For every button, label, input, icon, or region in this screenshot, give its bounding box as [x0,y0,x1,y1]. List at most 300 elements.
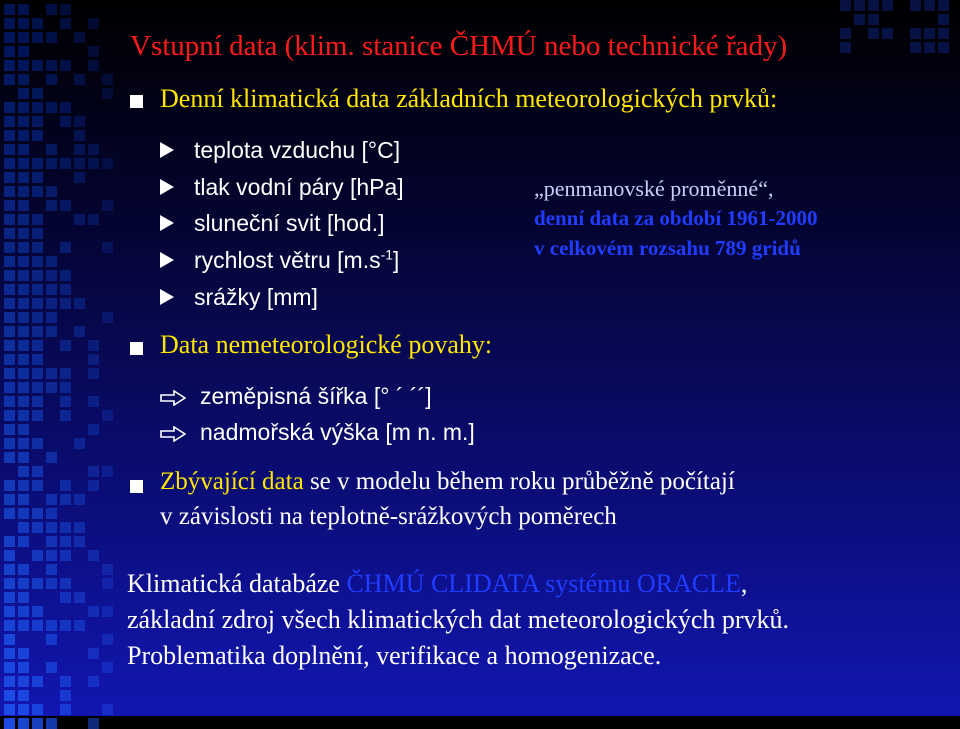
decorative-square [32,354,43,365]
item-tail: ] [392,247,400,273]
decorative-square [18,312,29,323]
decorative-square [60,494,71,505]
decorative-square [18,592,29,603]
decorative-square [32,480,43,491]
decorative-square [88,46,99,57]
decorative-square [4,578,15,589]
decorative-square [18,690,29,701]
decorative-square [102,662,113,673]
list-item [160,137,400,164]
decorative-square [18,718,29,729]
footer-suffix: , [740,569,748,598]
decorative-square [4,382,15,393]
decorative-square [18,270,29,281]
decorative-square [18,382,29,393]
decorative-square [910,42,921,53]
decorative-square [854,14,865,25]
decorative-square [32,270,43,281]
decorative-square [102,704,113,715]
decorative-square [840,42,851,53]
decorative-square [60,60,71,71]
decorative-square [74,494,85,505]
decorative-square [32,438,43,449]
decorative-square [4,172,15,183]
decorative-square [18,494,29,505]
decorative-square [4,158,15,169]
decorative-square [4,354,15,365]
decorative-square [60,200,71,211]
remaining-data-line2: v závislosti na teplotně-srážkových poměrech [160,503,617,530]
item-label: zeměpisná šířka [° ´ ´´] [200,383,432,409]
decorative-square [4,396,15,407]
decorative-square [60,396,71,407]
decorative-square [60,270,71,281]
decorative-square [74,74,85,85]
decorative-square [46,200,57,211]
decorative-square [4,256,15,267]
item-label: teplota vzduchu [ [194,137,368,163]
decorative-square [4,214,15,225]
decorative-square [18,522,29,533]
decorative-square [60,536,71,547]
decorative-square [4,74,15,85]
decorative-square [32,606,43,617]
decorative-square [74,298,85,309]
decorative-square [88,606,99,617]
decorative-square [46,4,57,15]
decorative-square [4,200,15,211]
decorative-square [32,368,43,379]
decorative-square [4,690,15,701]
decorative-square [18,340,29,351]
decorative-square [74,620,85,631]
decorative-square [32,704,43,715]
decorative-square [60,410,71,421]
decorative-square [18,4,29,15]
note-grid: v celkovém rozsahu 789 gridů [534,236,801,260]
decorative-square [74,536,85,547]
decorative-square [60,242,71,253]
decorative-square [88,480,99,491]
decorative-square [32,158,43,169]
decorative-square [88,648,99,659]
decorative-square [32,382,43,393]
decorative-square [60,690,71,701]
decorative-square [46,718,57,729]
decorative-square [18,102,29,113]
decorative-square [18,452,29,463]
decorative-square [88,214,99,225]
decorative-square [32,102,43,113]
decorative-square [18,60,29,71]
decorative-square [60,102,71,113]
decorative-square [4,32,15,43]
decorative-square [46,298,57,309]
list-item [160,174,404,201]
decorative-square [18,256,29,267]
decorative-square [4,620,15,631]
footer-line2: základní zdroj všech klimatických dat meteorologických prvků. [127,605,790,634]
decorative-square [32,396,43,407]
decorative-square [74,130,85,141]
decorative-square [74,522,85,533]
decorative-square [18,368,29,379]
decorative-square [46,284,57,295]
arrow-bullet-icon [160,289,174,305]
list-item [160,247,399,274]
decorative-square [46,662,57,673]
decorative-square [60,284,71,295]
decorative-square [4,242,15,253]
decorative-square [102,410,113,421]
decorative-square [32,172,43,183]
decorative-square [60,340,71,351]
decorative-square [924,28,935,39]
note-period: denní data za období 1961-2000 [534,206,818,230]
decorative-square [60,620,71,631]
section-heading-nonmeteo: Data nemeteorologické povahy: [160,330,493,359]
decorative-square [102,634,113,645]
decorative-square [4,718,15,729]
decorative-square [74,214,85,225]
decorative-square [4,116,15,127]
decorative-square [46,368,57,379]
item-label: rychlost větru [m.s [194,247,381,273]
decorative-square [60,480,71,491]
decorative-square [32,312,43,323]
decorative-square [46,452,57,463]
decorative-square [32,508,43,519]
decorative-square [4,452,15,463]
decorative-square [74,144,85,155]
decorative-square [32,466,43,477]
decorative-square [924,0,935,11]
item-label: sluneční svit [hod.] [194,210,385,236]
decorative-square [32,676,43,687]
decorative-square [4,592,15,603]
decorative-square [60,18,71,29]
decorative-square [60,522,71,533]
list-item [160,210,385,237]
decorative-square [18,564,29,575]
item-superscript: -1 [380,247,393,263]
decorative-square [60,4,71,15]
decorative-square [18,18,29,29]
remaining-data-line1: se v modelu během roku průběžně počítají [303,468,735,495]
decorative-square [4,564,15,575]
decorative-square [32,718,43,729]
decorative-square [938,42,949,53]
decorative-square [4,312,15,323]
footer-line3: Problematika doplnění, verifikace a homogenizace. [127,641,662,670]
decorative-square [88,368,99,379]
decorative-square [938,0,949,11]
decorative-square [4,270,15,281]
decorative-square [46,564,57,575]
note-penman: „penmanovské proměnné“, [534,176,774,201]
decorative-square [32,410,43,421]
remaining-data-highlight: Zbývající data [160,468,304,495]
decorative-square [46,312,57,323]
decorative-square [4,438,15,449]
decorative-square [60,704,71,715]
item-label: srážky [mm] [194,284,318,310]
decorative-square [18,620,29,631]
decorative-square [60,116,71,127]
decorative-square [4,634,15,645]
decorative-square [18,130,29,141]
decorative-square [18,74,29,85]
decorative-square [88,340,99,351]
decorative-square [74,326,85,337]
decorative-square [32,326,43,337]
decorative-square [60,550,71,561]
decorative-square [32,522,43,533]
arrow-bullet-icon [160,179,174,195]
decorative-square [4,298,15,309]
decorative-square [74,116,85,127]
decorative-square [18,172,29,183]
decorative-square [32,60,43,71]
decorative-square [4,480,15,491]
decorative-square [46,522,57,533]
decorative-square [102,606,113,617]
decorative-square [46,536,57,547]
section-heading-daily-data: Denní klimatická data základních meteorologických prvků: [160,84,778,113]
footer-line1 [127,569,747,599]
decorative-square [854,0,865,11]
decorative-square [102,578,113,589]
decorative-square [60,298,71,309]
decorative-square [18,480,29,491]
decorative-square [18,298,29,309]
decorative-square [32,116,43,127]
decorative-square [18,144,29,155]
decorative-square [32,620,43,631]
decorative-square [46,550,57,561]
decorative-square [74,158,85,169]
decorative-square [18,46,29,57]
decorative-square [882,28,893,39]
decorative-square [4,368,15,379]
item-label: tlak vodní páry [hPa] [194,174,404,200]
decorative-square [4,676,15,687]
decorative-square [4,424,15,435]
decorative-square [4,228,15,239]
decorative-square [18,648,29,659]
decorative-square [32,578,43,589]
decorative-square [32,228,43,239]
decorative-square [924,42,935,53]
decorative-square [46,32,57,43]
decorative-square [18,116,29,127]
decorative-square [32,186,43,197]
decorative-square [46,158,57,169]
decorative-square [88,550,99,561]
decorative-square [18,214,29,225]
decorative-square [32,214,43,225]
decorative-square [4,550,15,561]
decorative-square [32,242,43,253]
decorative-square [46,494,57,505]
decorative-square [882,0,893,11]
decorative-square [46,102,57,113]
decorative-square [60,158,71,169]
decorative-square [46,270,57,281]
decorative-square [18,676,29,687]
decorative-square [46,382,57,393]
item-unit: °C] [367,137,401,163]
hollow-arrow-icon [160,426,186,442]
decorative-square [4,410,15,421]
decorative-square [4,536,15,547]
decorative-square [46,634,57,645]
decorative-square [4,662,15,673]
decorative-square [46,620,57,631]
decorative-square [18,410,29,421]
decorative-square [4,144,15,155]
decorative-square [868,28,879,39]
decorative-square [102,564,113,575]
decorative-square [74,592,85,603]
decorative-square [4,704,15,715]
arrow-bullet-icon [160,215,174,231]
decorative-square [88,424,99,435]
decorative-square [4,186,15,197]
decorative-square [102,242,113,253]
decorative-square [102,466,113,477]
decorative-square [18,200,29,211]
decorative-square [938,28,949,39]
decorative-square [46,186,57,197]
decorative-square [18,354,29,365]
decorative-square [18,424,29,435]
decorative-square [18,578,29,589]
decorative-square [32,284,43,295]
decorative-square [32,18,43,29]
decorative-square [4,46,15,57]
remaining-data-text [160,468,735,496]
decorative-square [46,508,57,519]
decorative-square [88,354,99,365]
decorative-square [18,88,29,99]
decorative-square [102,88,113,99]
decorative-square [46,326,57,337]
list-item [160,383,432,410]
decorative-square [88,718,99,729]
hollow-arrow-icon [160,390,186,406]
decorative-square [88,396,99,407]
decorative-square [18,466,29,477]
decorative-square [4,648,15,659]
decorative-square [60,592,71,603]
decorative-square [46,144,57,155]
decorative-square [60,578,71,589]
decorative-square [60,676,71,687]
decorative-square [4,60,15,71]
decorative-square [74,172,85,183]
decorative-square [4,326,15,337]
decorative-square [4,508,15,519]
decorative-square [60,382,71,393]
decorative-square [32,256,43,267]
decorative-square [32,32,43,43]
decorative-square [4,494,15,505]
decorative-square [88,158,99,169]
footer-highlight: ČHMÚ CLIDATA systému ORACLE [346,569,741,598]
square-bullet-icon [130,95,143,108]
decorative-square [938,14,949,25]
decorative-square [74,32,85,43]
square-bullet-icon [130,342,143,355]
decorative-square [88,60,99,71]
list-item [160,284,318,311]
item-label: nadmořská výška [m n. m.] [200,419,475,445]
decorative-square [60,368,71,379]
decorative-square [18,186,29,197]
decorative-square [840,0,851,11]
decorative-square [32,550,43,561]
decorative-square [840,28,851,39]
decorative-square-pattern [0,0,118,716]
decorative-square [46,578,57,589]
decorative-square [88,18,99,29]
decorative-square [74,438,85,449]
decorative-square [18,242,29,253]
decorative-square [32,130,43,141]
decorative-square [4,340,15,351]
decorative-square [4,4,15,15]
decorative-square [46,256,57,267]
decorative-corner-pattern [840,0,960,56]
arrow-bullet-icon [160,252,174,268]
footer-prefix: Klimatická databáze [127,569,347,598]
decorative-square [18,662,29,673]
decorative-square [46,74,57,85]
list-item [160,419,475,446]
decorative-square [18,228,29,239]
decorative-square [88,466,99,477]
decorative-square [32,340,43,351]
decorative-square [18,326,29,337]
decorative-square [102,158,113,169]
decorative-square [18,284,29,295]
decorative-square [18,508,29,519]
decorative-square [102,312,113,323]
decorative-square [102,200,113,211]
decorative-square [18,606,29,617]
decorative-square [910,0,921,11]
arrow-bullet-icon [160,142,174,158]
decorative-square [4,18,15,29]
decorative-square [910,28,921,39]
decorative-square [88,676,99,687]
decorative-square [32,298,43,309]
decorative-square [4,284,15,295]
decorative-square [18,704,29,715]
square-bullet-icon [130,480,143,493]
decorative-square [4,606,15,617]
decorative-square [4,130,15,141]
decorative-square [18,536,29,547]
decorative-square [18,32,29,43]
decorative-square [88,144,99,155]
decorative-square [18,396,29,407]
slide-title: Vstupní data (klim. stanice ČHMÚ nebo technické řady) [130,30,788,62]
decorative-square [102,74,113,85]
decorative-square [32,88,43,99]
decorative-square [4,102,15,113]
